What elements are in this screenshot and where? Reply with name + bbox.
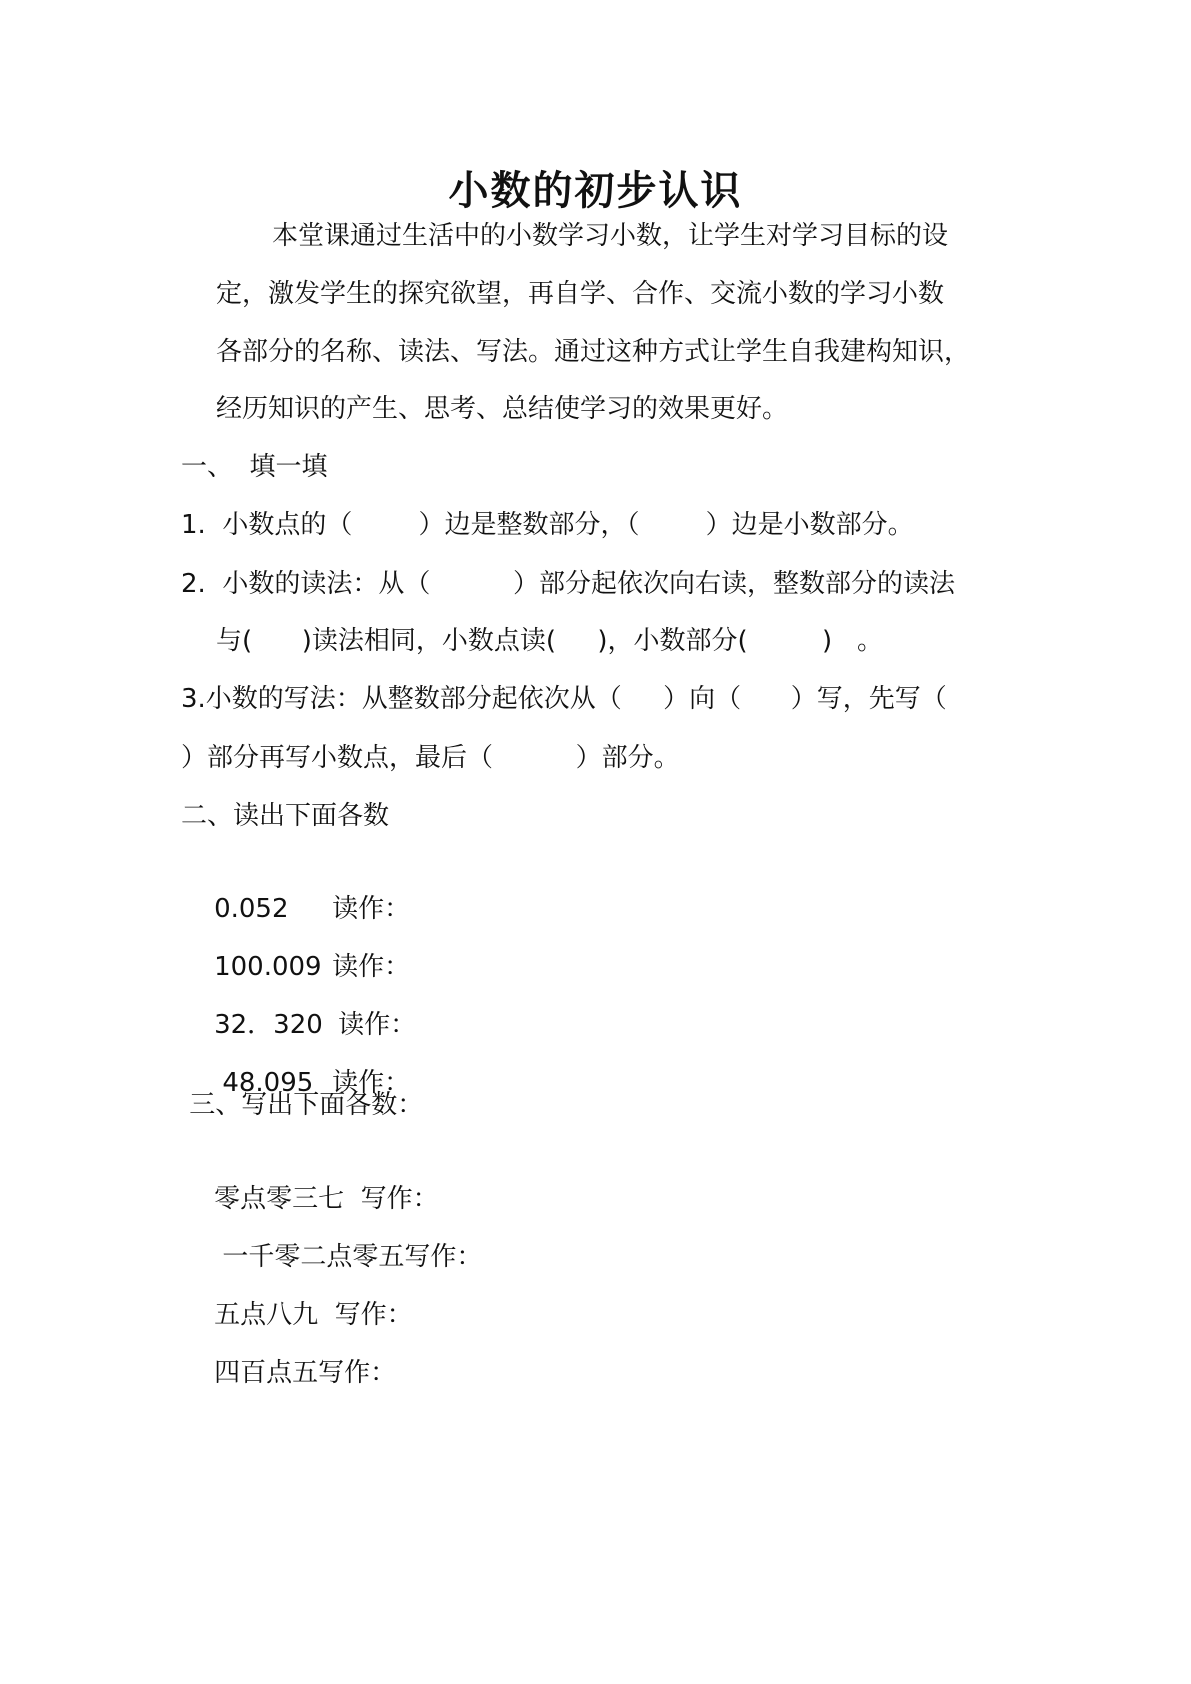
section1-heading: 一、 填一填 <box>181 452 328 482</box>
intro-line-3: 各部分的名称、读法、写法。通过这种方式让学生自我建构知识， <box>216 337 971 367</box>
writing-label: 写作： <box>318 1300 413 1330</box>
writing-words: 四百点五 <box>214 1358 319 1388</box>
writing-words: 五点八九 <box>214 1300 319 1330</box>
writing-label: 写作： <box>404 1242 483 1272</box>
reading-label: 读作： <box>332 894 411 924</box>
reading-label: 读作： <box>332 952 411 982</box>
reading-label: 读作： <box>332 1068 411 1098</box>
reading-number: 100.009 <box>214 952 322 982</box>
writing-label: 写作： <box>318 1358 397 1388</box>
writing-item <box>181 1319 396 1427</box>
page-title: 小数的初步认识 <box>448 168 743 214</box>
writing-words: 一千零二点零五 <box>214 1242 405 1272</box>
section1-question-3-line-2: ）部分再写小数点，最后（ ）部分。 <box>181 743 680 773</box>
writing-label: 写作： <box>344 1184 439 1214</box>
section1-question-2-line-2: 与( )读法相同，小数点读( )，小数部分( ) 。 <box>216 626 883 656</box>
reading-number: 0.052 <box>214 894 289 924</box>
intro-line-2: 定，激发学生的探究欲望，再自学、合作、交流小数的学习小数 <box>216 279 945 309</box>
intro-line-4: 经历知识的产生、思考、总结使学习的效果更好。 <box>216 394 789 424</box>
section1-question-2-line-1: 2. 小数的读法：从（ ）部分起依次向右读，整数部分的读法 <box>181 569 955 599</box>
intro-line-1: 本堂课通过生活中的小数学习小数，让学生对学习目标的设 <box>272 221 949 251</box>
reading-label: 读作： <box>338 1010 417 1040</box>
reading-number: 48.095 <box>214 1068 314 1098</box>
section1-question-3-line-1: 3.小数的写法：从整数部分起依次从（ ）向（ ）写，先写（ <box>181 684 947 714</box>
section2-heading: 二、读出下面各数 <box>181 801 390 831</box>
reading-number: 32．320 <box>214 1010 323 1040</box>
section1-question-1: 1. 小数点的（ ）边是整数部分，（ ）边是小数部分。 <box>181 510 914 540</box>
section3-heading: 三、写出下面各数： <box>181 1090 424 1120</box>
writing-words: 零点零三七 <box>214 1184 345 1214</box>
